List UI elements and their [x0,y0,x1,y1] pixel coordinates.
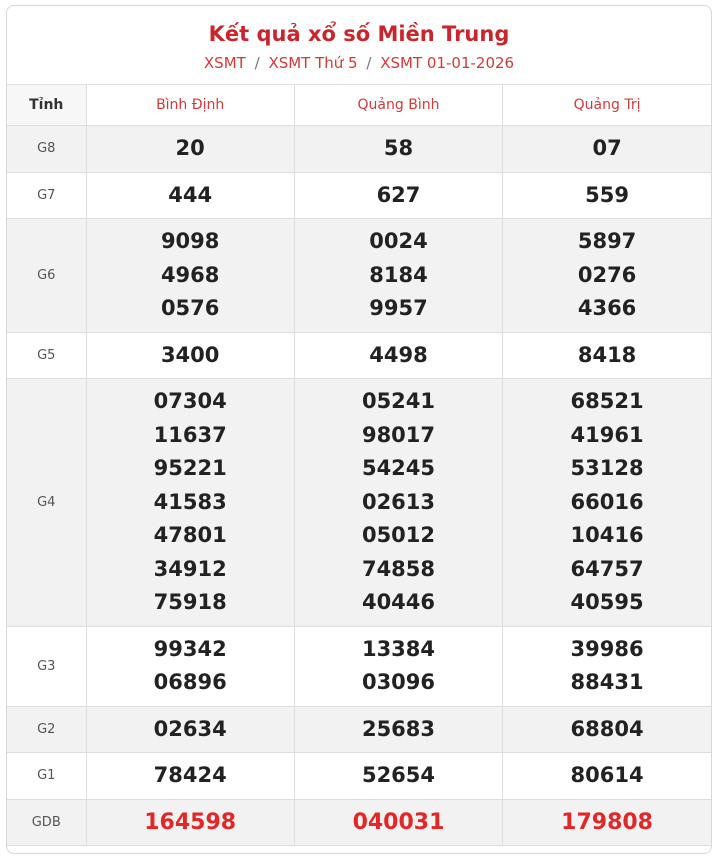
prize-label: G2 [7,706,86,753]
result-number: 06896 [153,670,227,694]
result-number: 64757 [570,556,644,581]
prize-label: G5 [7,332,86,379]
result-cell [503,799,711,846]
result-number: 0024 [369,229,428,253]
breadcrumb-xsmt-date[interactable]: XSMT 01-01-2026 [380,54,515,72]
result-cell [294,799,502,846]
result-number: 4498 [369,342,428,367]
result-number: 40595 [570,590,644,614]
breadcrumb [7,52,711,74]
table-row [7,172,711,219]
result-cell [86,706,294,753]
result-number: 4366 [577,296,637,320]
result-number: 444 [168,182,213,207]
result-cell [503,753,711,800]
result-cell [86,379,294,627]
result-cell [294,753,502,800]
jackpot-number: 179808 [561,809,653,835]
jackpot-number: 164598 [144,809,237,835]
result-number: 02634 [153,716,227,741]
result-number: 627 [376,182,421,207]
result-cell [503,626,711,706]
result-number: 9957 [369,296,428,320]
result-number: 39986 [570,636,644,661]
result-number: 20 [175,136,205,160]
breadcrumb-xsmt[interactable]: XSMT [203,54,246,72]
result-cell [86,332,294,379]
result-number: 98017 [361,422,436,447]
column-header-binh-dinh[interactable]: Bình Định [86,85,294,126]
result-number: 10416 [570,523,644,547]
result-number: 78424 [153,763,227,787]
result-number: 07 [592,136,622,160]
table-row [7,753,711,800]
result-number: 47801 [153,523,227,547]
result-number: 05241 [361,389,436,413]
result-number: 0576 [160,296,220,320]
results-header [7,6,711,85]
table-row [7,126,711,173]
table-row [7,379,711,627]
column-header-tinh: Tỉnh [7,85,86,126]
prize-label: GDB [7,799,86,846]
result-cell [294,219,502,333]
result-number: 0276 [577,262,637,287]
column-header-quang-binh[interactable]: Quảng Bình [294,85,502,126]
result-cell [86,126,294,173]
column-header-quang-tri[interactable]: Quảng Trị [503,85,711,126]
result-number: 9098 [160,229,220,253]
page-title: Kết quả xổ số Miền Trung [208,22,510,46]
table-row [7,332,711,379]
result-number: 11637 [153,422,227,447]
result-number: 68521 [570,389,644,413]
results-table [7,85,711,846]
result-number: 99342 [153,636,227,661]
result-cell [294,379,502,627]
table-row [7,706,711,753]
result-number: 41961 [570,422,644,447]
result-number: 13384 [361,636,436,661]
prize-label: G6 [7,219,86,333]
result-number: 4968 [160,262,220,287]
jackpot-number: 040031 [352,809,445,835]
result-cell [86,219,294,333]
result-number: 02613 [361,489,436,514]
result-cell [294,172,502,219]
prize-label: G1 [7,753,86,800]
result-number: 54245 [361,456,436,480]
breadcrumb-xsmt-thu-5[interactable]: XSMT Thứ 5 [268,54,358,72]
result-cell [503,706,711,753]
table-row [7,626,711,706]
result-number: 03096 [361,670,436,694]
breadcrumb-separator: / [254,54,260,72]
result-number: 559 [585,182,629,207]
results-body [7,126,711,846]
result-cell [503,172,711,219]
result-cell [294,332,502,379]
result-number: 34912 [153,556,227,581]
result-number: 25683 [361,716,436,741]
result-cell [86,753,294,800]
prize-label: G3 [7,626,86,706]
prize-label: G8 [7,126,86,173]
result-number: 05012 [361,523,436,547]
table-row [7,799,711,846]
results-card [6,5,712,854]
result-number: 80614 [570,763,644,787]
result-number: 58 [383,136,414,160]
result-number: 07304 [153,389,227,413]
result-number: 41583 [153,489,227,514]
result-number: 88431 [570,670,644,694]
result-number: 74858 [361,556,436,581]
result-cell [86,626,294,706]
result-cell [294,706,502,753]
prize-label: G7 [7,172,86,219]
result-number: 95221 [153,456,227,480]
result-number: 52654 [361,763,436,787]
result-cell [86,172,294,219]
result-cell [503,332,711,379]
result-cell [503,126,711,173]
result-number: 53128 [570,456,644,480]
result-number: 8418 [577,342,637,367]
result-number: 68804 [570,716,644,741]
result-number: 3400 [160,342,220,367]
result-cell [294,626,502,706]
result-cell [503,219,711,333]
prize-label: G4 [7,379,86,627]
result-cell [86,799,294,846]
result-number: 75918 [153,590,227,614]
result-cell [294,126,502,173]
table-header-row [7,85,711,126]
result-number: 40446 [361,590,436,614]
breadcrumb-separator: / [366,54,372,72]
result-number: 5897 [577,229,637,253]
table-row [7,219,711,333]
result-number: 8184 [369,262,428,287]
result-cell [503,379,711,627]
result-number: 66016 [570,489,644,514]
